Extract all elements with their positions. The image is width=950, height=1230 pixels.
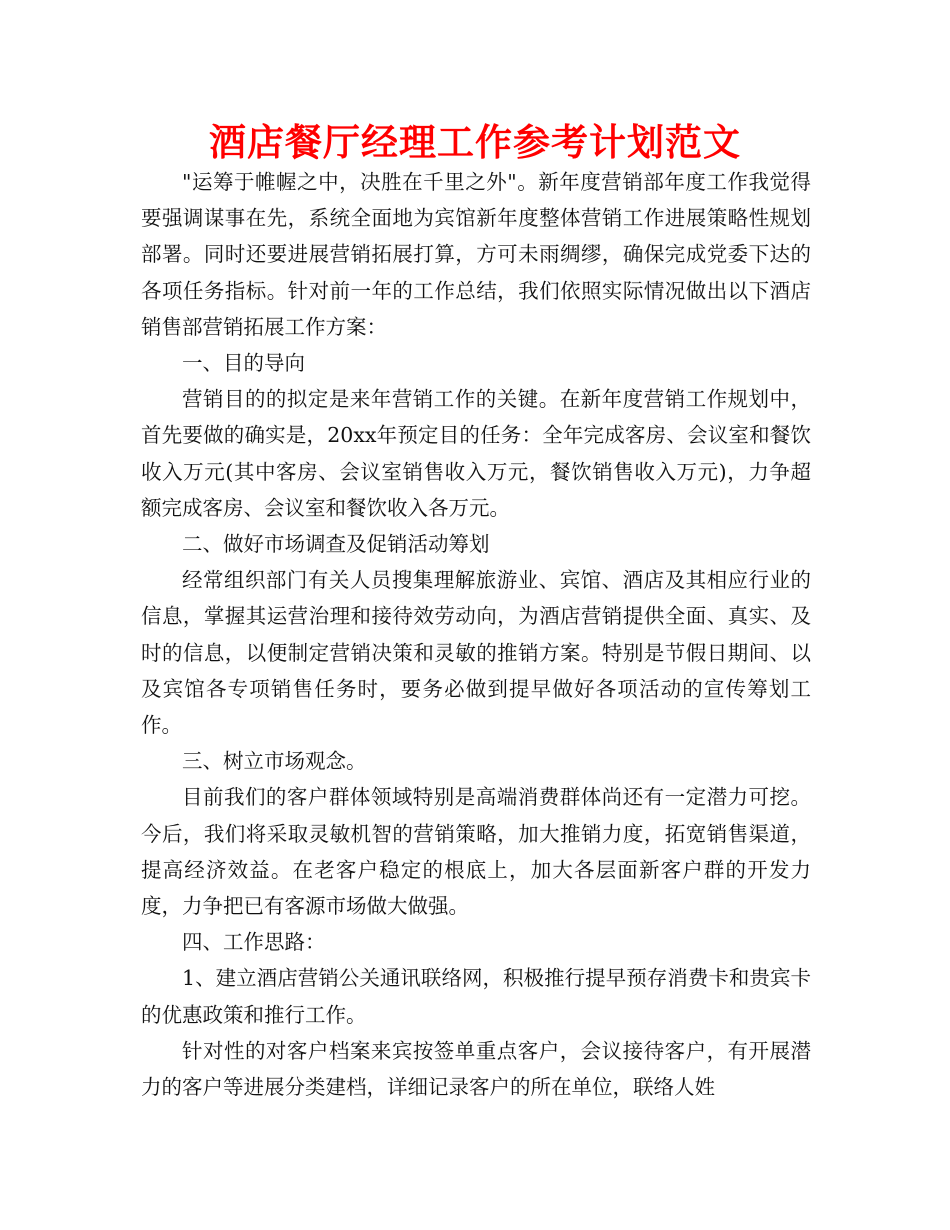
document-body (141, 164, 811, 1105)
paragraph-section-1: 营销目的的拟定是来年营销工作的关键。在新年度营销工作规划中，首先要做的确实是，20xx年预定目的任务：全年完成客房、会议室和餐饮收入万元(其中客房、会议室销售收入万元，餐饮销售收入万元)，力争超额完成客房、会议室和餐饮收入各万元。 (141, 387, 811, 520)
section-heading-4: 四、工作思路： (182, 930, 326, 955)
document-title: 酒店餐厅经理工作参考计划范文 (209, 121, 741, 164)
paragraph-section-2: 经常组织部门有关人员搜集理解旅游业、宾馆、酒店及其相应行业的信息，掌握其运营治理和接待效劳动向，为酒店营销提供全面、真实、及时的信息，以便制定营销决策和灵敏的推销方案。特别是节假日期间、以及宾馆各专项销售任务时，要务必做到提早做好各项活动的宣传筹划工作。 (141, 568, 811, 738)
paragraph-client-archive: 针对性的对客户档案来宾按签单重点客户，会议接待客户，有开展潜力的客户等进展分类建档，详细记录客户的所在单位，联络人姓 (141, 1038, 811, 1100)
paragraph-item-1: 1、建立酒店营销公关通讯联络网，积极推行提早预存消费卡和贵宾卡的优惠政策和推行工作。 (141, 966, 811, 1027)
section-heading-3: 三、树立市场观念。 (182, 749, 367, 774)
paragraph-section-3: 目前我们的客户群体领域特别是高端消费群体尚还有一定潜力可挖。今后，我们将采取灵敏机智的营销策略，加大推销力度，拓宽销售渠道，提高经济效益。在老客户稳定的根底上，加大各层面新客户群的开发力度，力争把已有客源市场做大做强。 (141, 785, 811, 919)
section-heading-2: 二、做好市场调查及促销活动筹划 (182, 532, 490, 557)
section-heading-1: 一、目的导向 (182, 351, 305, 376)
paragraph-intro: "运筹于帷幄之中，决胜在千里之外"。新年度营销部年度工作我觉得要强调谋事在先，系统全面地为宾馆新年度整体营销工作进展策略性规划部署。同时还要进展营销拓展打算，方可未雨绸缪，确保完成党委下达的各项任务指标。针对前一年的工作总结，我们依照实际情况做出以下酒店销售部营销拓展工作方案： (141, 170, 811, 339)
